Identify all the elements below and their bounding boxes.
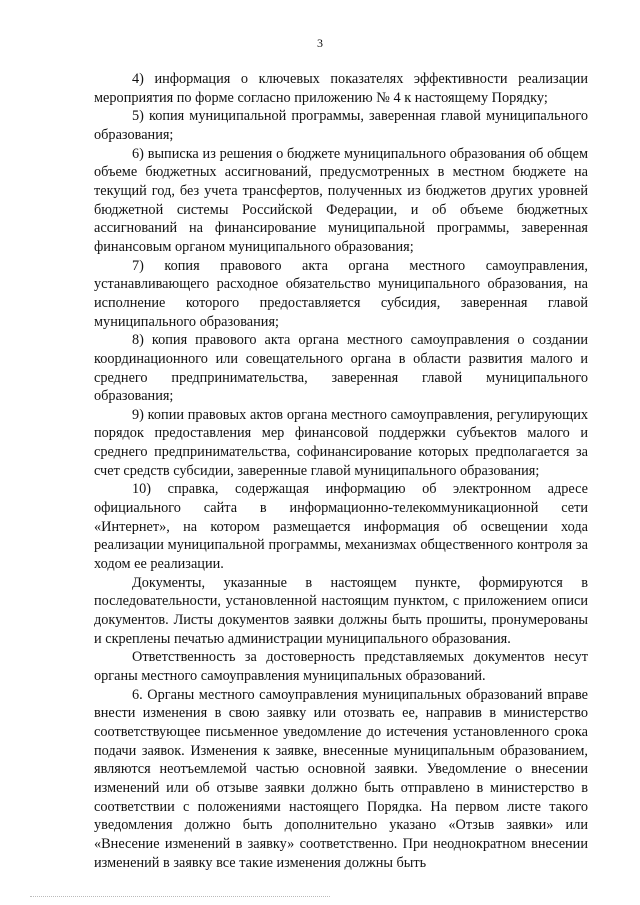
document-body <box>94 70 588 872</box>
paragraph-item-7: 7) копия правового акта органа местного самоуправления, устанавливающего расходное обязательство муниципального образования, на исполнение которого предоставляется субсидия, заверенная главой муниципального образования; <box>94 257 588 330</box>
paragraph-section-6: 6. Органы местного самоуправления муниципальных образований вправе внести изменения в свою заявку или отозвать ее, направив в министерство соответствующее письменное уведомление до истечения установленного срока подачи заявок. Изменения к заявке, внесенные муниципальным образованием, являются неотъемлемой частью основной заявки. Уведомление о внесении изменений или об отзыве заявки должно быть отправлено в министерство в соответствии с положениями настоящего Порядка. На первом листе такого уведомления должно быть дополнительно указано «Отзыв заявки» или «Внесение изменений в заявку» соответственно. При неоднократном внесении изменений в заявку все такие изменения должны быть <box>94 686 588 871</box>
paragraph-documents-order: Документы, указанные в настоящем пункте, формируются в последовательности, установленной настоящим пунктом, с приложением описи документов. Листы документов заявки должны быть прошиты, пронумерованы и скреплены печатью администрации муниципального образования. <box>94 574 588 647</box>
paragraph-item-8: 8) копия правового акта органа местного самоуправления о создании координационного или совещательного органа в области развития малого и среднего предпринимательства, заверенная главой муниципального образования; <box>94 332 588 405</box>
page-number: 3 <box>317 36 323 50</box>
paragraph-item-4: 4) информация о ключевых показателях эффективности реализации мероприятия по форме согласно приложению № 4 к настоящему Порядку; <box>94 71 588 106</box>
paragraph-item-6: 6) выписка из решения о бюджете муниципального образования об общем объеме бюджетных ассигнований, предусмотренных в местном бюджете на текущий год, без учета трансфертов, полученных из бюджетов других уровней бюджетной системы Российской Федерации, и об объеме бюджетных ассигнований на финансирование муниципальной программы, заверенная финансовым органом муниципального образования; <box>94 145 588 255</box>
paragraph-item-9: 9) копии правовых актов органа местного самоуправления, регулирующих порядок предоставления мер финансовой поддержки субъектов малого и среднего предпринимательства, софинансирование которых предполагается за счет средств субсидии, заверенные главой муниципального образования; <box>94 406 588 479</box>
paragraph-item-5: 5) копия муниципальной программы, заверенная главой муниципального образования; <box>94 108 588 143</box>
scan-edge-divider <box>30 896 330 900</box>
paragraph-item-10: 10) справка, содержащая информацию об электронном адресе официального сайта в информационно-телекоммуникационной сети «Интернет», на котором размещается информация об освещении хода реализации муниципальной программы, механизмах общественного контроля за ходом ее реализации. <box>94 481 588 573</box>
paragraph-responsibility: Ответственность за достоверность представляемых документов несут органы местного самоуправления муниципальных образований. <box>94 649 588 684</box>
